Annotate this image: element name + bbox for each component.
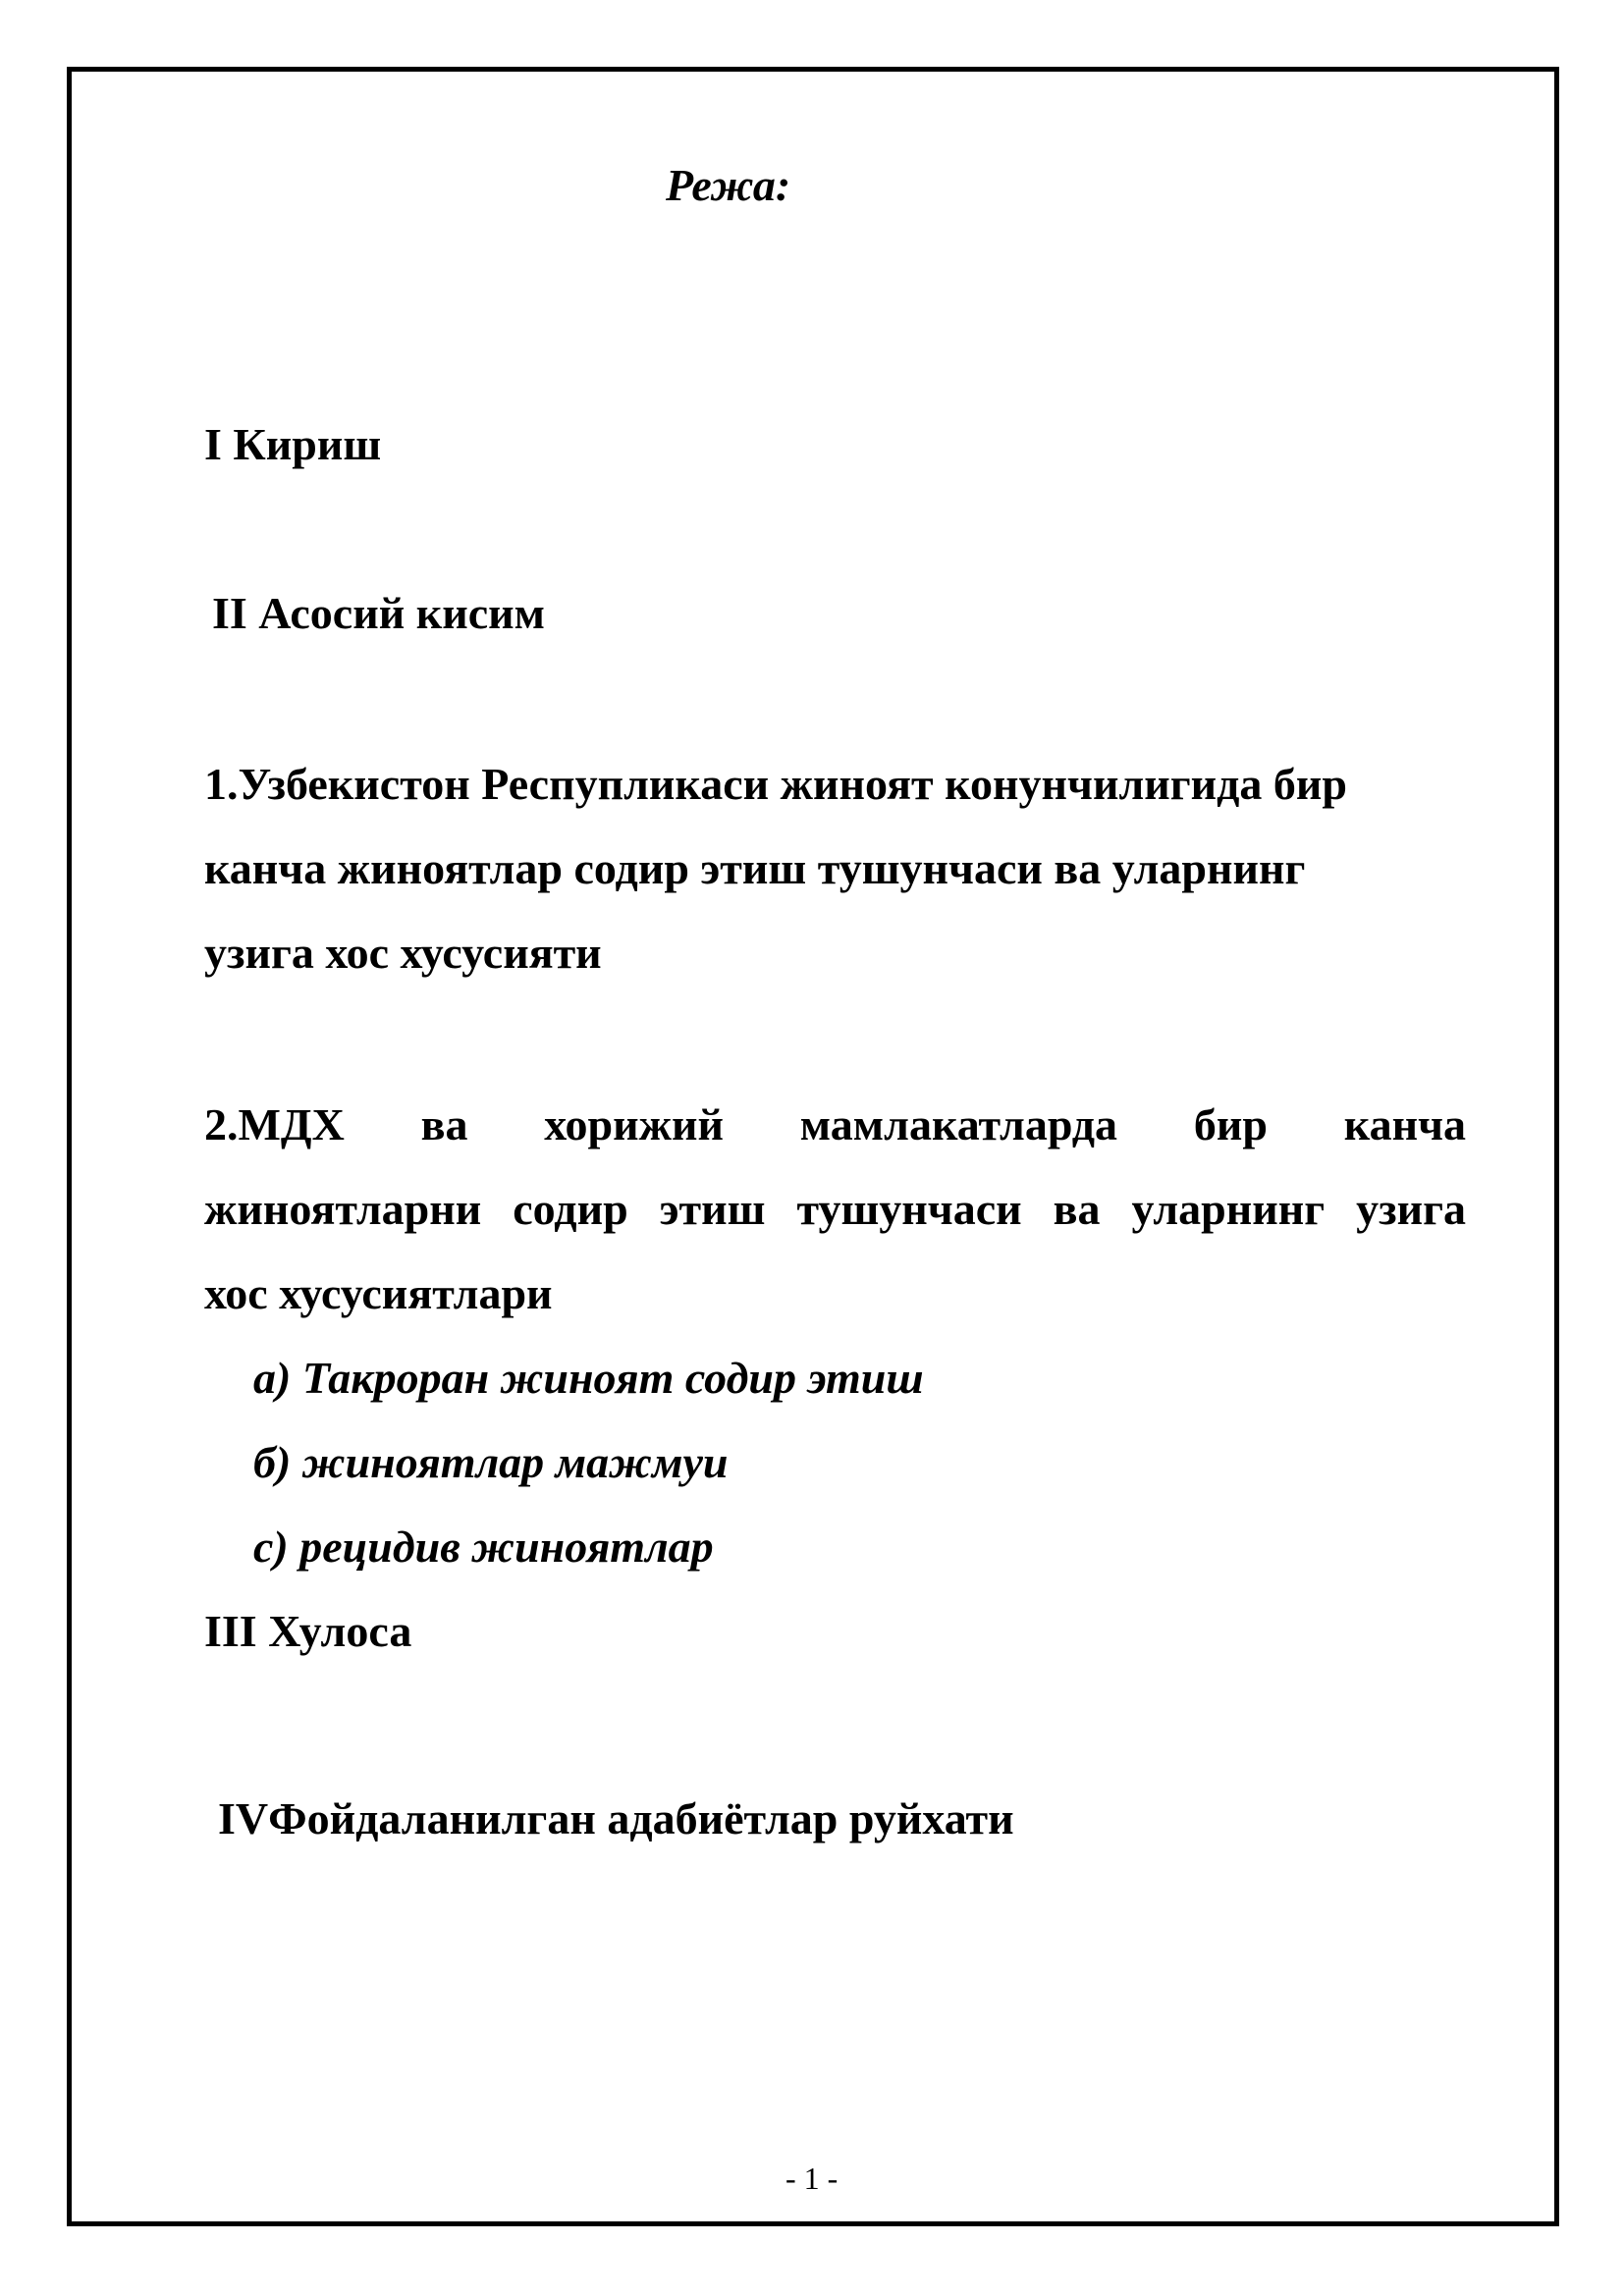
section-main: II Асосий кисим bbox=[212, 588, 545, 638]
item2-word: мамлакатларда bbox=[799, 1099, 1118, 1149]
page-number: - 1 - bbox=[785, 2161, 839, 2196]
section-conclusion: III Хулоса bbox=[204, 1606, 412, 1656]
subitem-b: б) жиноятлар мажмуи bbox=[253, 1437, 729, 1487]
item2-line2: жиноятларни содир этиш тушунчаси ва уларнинг узига bbox=[204, 1184, 1466, 1234]
item2-line1 bbox=[204, 1099, 1467, 1149]
section-references: IVФойдаланилган адабиётлар руйхати bbox=[218, 1793, 1014, 1843]
item2-word: канча bbox=[1343, 1099, 1467, 1149]
plan-title: Режа: bbox=[666, 160, 791, 210]
item2-word: ва bbox=[420, 1099, 468, 1149]
item2-word: хорижий bbox=[544, 1099, 724, 1149]
subitem-a: а) Такроран жиноят содир этиш bbox=[253, 1353, 924, 1403]
item1-line1: 1.Узбекистон Респупликаси жиноят конунчилигида бир bbox=[204, 759, 1348, 809]
subitem-c: с) рецидив жиноятлар bbox=[253, 1522, 714, 1572]
item2-line3: хос хусусиятлари bbox=[204, 1268, 553, 1318]
item2-word: 2.МДХ bbox=[204, 1099, 345, 1149]
item2-word: бир bbox=[1193, 1099, 1268, 1149]
item1-line3: узига хос хусусияти bbox=[204, 928, 602, 978]
section-intro: I Кириш bbox=[204, 419, 382, 469]
item1-line2: канча жиноятлар содир этиш тушунчаси ва уларнинг bbox=[204, 843, 1306, 893]
